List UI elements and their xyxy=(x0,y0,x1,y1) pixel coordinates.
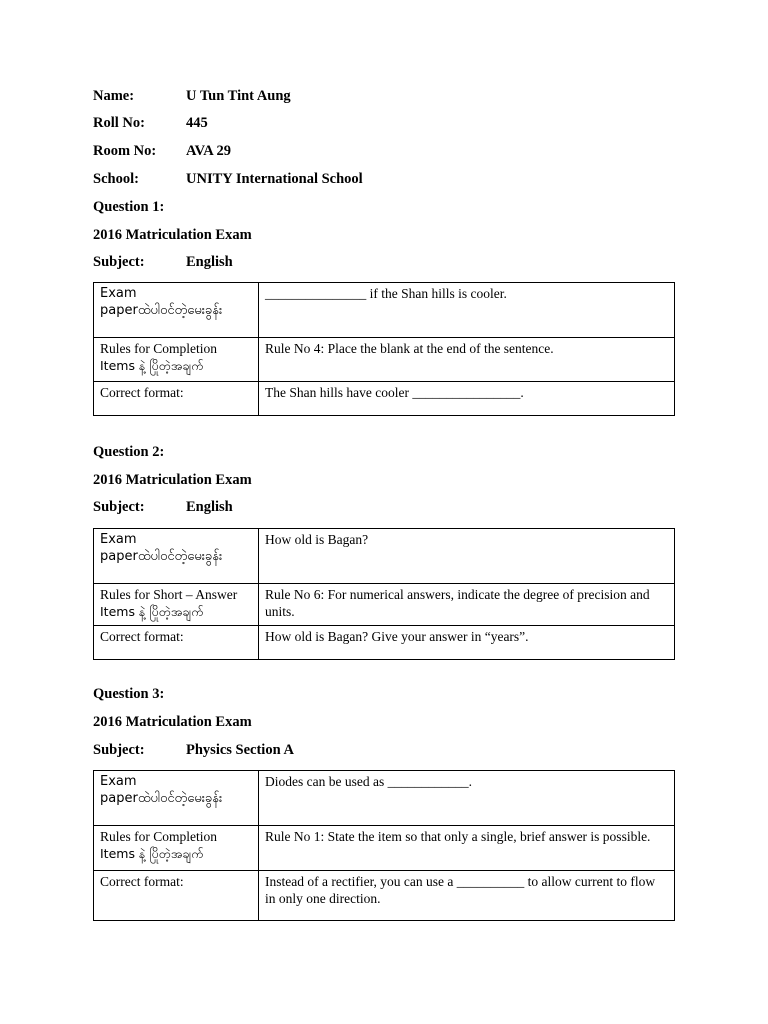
row-label: Correct format: xyxy=(94,382,259,416)
question-1-title: Question 1: xyxy=(93,199,165,215)
subject-value: Physics Section A xyxy=(186,742,294,758)
row-content: How old is Bagan? Give your answer in “years”. xyxy=(259,626,675,660)
table-row xyxy=(94,283,675,338)
room-row xyxy=(93,143,231,160)
row-content: Rule No 6: For numerical answers, indicate the degree of precision and units. xyxy=(259,584,675,626)
row-content: Instead of a rectifier, you can use a __________ to allow current to flow in only one direction. xyxy=(259,871,675,921)
question-2-table xyxy=(93,528,675,660)
row-content: Diodes can be used as ____________. xyxy=(259,771,675,826)
question-1-subject-row xyxy=(93,254,233,271)
subject-label: Subject: xyxy=(93,499,145,515)
row-label: Rules for Completion Items နဲ့ ပြိုတဲ့အချက် xyxy=(94,826,259,871)
table-row xyxy=(94,338,675,382)
question-2-title: Question 2: xyxy=(93,444,165,460)
roll-row xyxy=(93,115,208,132)
subject-value: English xyxy=(186,254,233,270)
room-label: Room No: xyxy=(93,143,157,159)
school-value: UNITY International School xyxy=(186,171,363,187)
table-row xyxy=(94,871,675,921)
question-2-subject-row xyxy=(93,499,233,516)
table-row xyxy=(94,626,675,660)
table-row xyxy=(94,382,675,416)
row-label: Rules for Short – Answer Items နဲ့ ပြိုတဲ့အချက် xyxy=(94,584,259,626)
row-content: The Shan hills have cooler ________________. xyxy=(259,382,675,416)
table-row xyxy=(94,771,675,826)
table-row xyxy=(94,584,675,626)
row-label: Correct format: xyxy=(94,626,259,660)
question-2-exam: 2016 Matriculation Exam xyxy=(93,472,252,488)
roll-value: 445 xyxy=(186,115,208,131)
room-value: AVA 29 xyxy=(186,143,232,159)
name-label: Name: xyxy=(93,88,135,104)
row-label: Exam paperထဲပါဝင်တဲ့မေးခွန်း xyxy=(94,529,259,584)
row-label: Correct format: xyxy=(94,871,259,921)
question-3-title: Question 3: xyxy=(93,686,165,702)
question-3-table xyxy=(93,770,675,921)
row-content: _______________ if the Shan hills is cooler. xyxy=(259,283,675,338)
table-row xyxy=(94,826,675,871)
row-content: Rule No 1: State the item so that only a single, brief answer is possible. xyxy=(259,826,675,871)
school-row xyxy=(93,171,363,188)
row-content: How old is Bagan? xyxy=(259,529,675,584)
question-1-table xyxy=(93,282,675,416)
roll-label: Roll No: xyxy=(93,115,145,131)
row-label: Exam paperထဲပါဝင်တဲ့မေးခွန်း xyxy=(94,771,259,826)
name-row xyxy=(93,88,291,105)
row-label: Exam paperထဲပါဝင်တဲ့မေးခွန်း xyxy=(94,283,259,338)
name-value: U Tun Tint Aung xyxy=(186,88,291,104)
subject-label: Subject: xyxy=(93,742,145,758)
row-content: Rule No 4: Place the blank at the end of the sentence. xyxy=(259,338,675,382)
question-3-subject-row xyxy=(93,742,294,759)
question-3-exam: 2016 Matriculation Exam xyxy=(93,714,252,730)
row-label: Rules for Completion Items နဲ့ ပြိုတဲ့အချက် xyxy=(94,338,259,382)
question-1-exam: 2016 Matriculation Exam xyxy=(93,227,252,243)
table-row xyxy=(94,529,675,584)
subject-value: English xyxy=(186,499,233,515)
subject-label: Subject: xyxy=(93,254,145,270)
school-label: School: xyxy=(93,171,139,187)
